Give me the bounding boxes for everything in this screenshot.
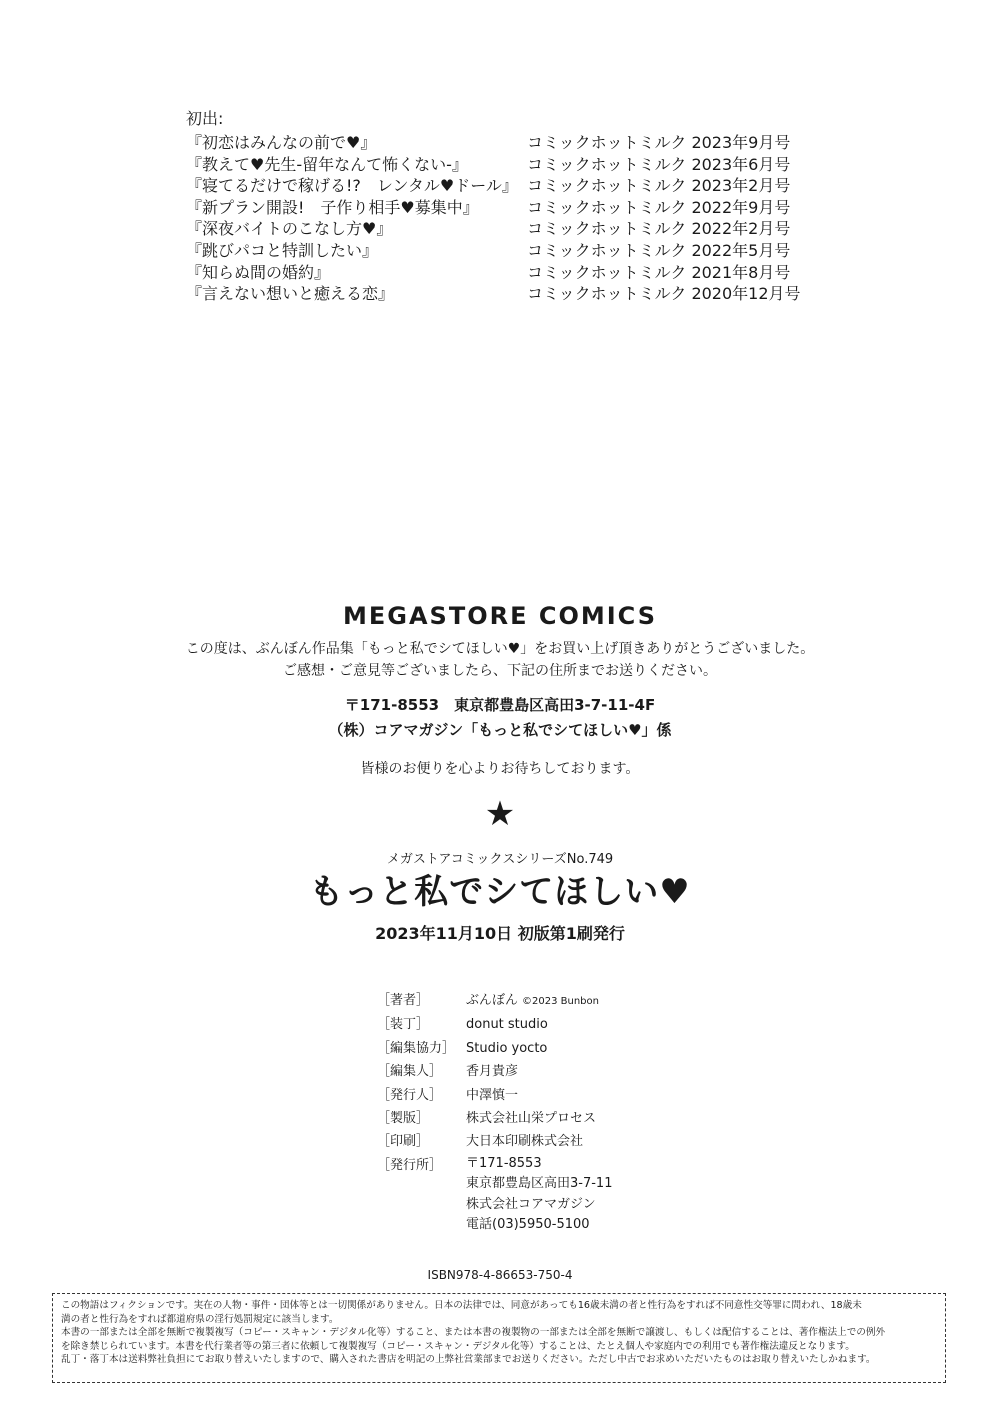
- credit-row: [377, 1107, 612, 1130]
- star-icon: ★: [484, 794, 516, 834]
- first-publication-heading: 初出:: [186, 109, 224, 128]
- magazine-issue: コミックホットミルク 2022年2月号: [527, 219, 791, 239]
- legal-notice-box: [52, 1293, 946, 1383]
- publication-date: 2023年11月10日 初版第1刷発行: [375, 924, 625, 943]
- mail-address: [0, 693, 1000, 743]
- notice-line: を除き禁じられています。本書を代行業者等の第三者に依頼して複製複写（コピー・スキャン・デジタル化等）することは、たとえ個人や家庭内での利用でも著作権法違反となります。: [61, 1340, 855, 1352]
- first-publication-entry: [186, 218, 826, 240]
- story-title: 『教えて♥先生-留年なんて怖くない-』: [186, 154, 468, 174]
- first-publication-entry: [186, 240, 826, 262]
- magazine-issue: コミックホットミルク 2023年2月号: [527, 176, 791, 196]
- magazine-issue: コミックホットミルク 2023年6月号: [527, 154, 791, 174]
- story-title: 『新プラン開設! 子作り相手♥募集中』: [186, 197, 479, 217]
- story-title: 『知らぬ間の婚約』: [186, 262, 331, 282]
- credit-label: ［発行人］: [377, 1087, 443, 1103]
- publisher-phone: 電話(03)5950-5100: [466, 1217, 590, 1233]
- publisher-address: [466, 1154, 612, 1236]
- credit-label: ［著者］: [377, 993, 430, 1008]
- magazine-issue: コミックホットミルク 2022年9月号: [527, 197, 791, 217]
- credit-value: 大日本印刷株式会社: [466, 1134, 584, 1150]
- magazine-issue: コミックホットミルク 2022年5月号: [527, 240, 791, 260]
- credit-label: ［印刷］: [377, 1134, 430, 1150]
- awaiting-message: 皆様のお便りを心よりお待ちしております。: [360, 761, 640, 777]
- notice-line: 本書の一部または全部を無断で複製複写（コピー・スキャン・デジタル化等）すること、または本書の複製物の一部または全部を無断で譲渡し、もしくは配信することは、著作権法上での例外: [61, 1327, 886, 1339]
- notice-line: 満の者と性行為をすれば都道府県の淫行処罰規定に該当します。: [61, 1313, 339, 1325]
- credit-row: [377, 1154, 612, 1236]
- magazine-issue: コミックホットミルク 2021年8月号: [527, 262, 791, 282]
- thanks-message: [0, 638, 1000, 682]
- publisher-street: 東京都豊島区高田3-7-11: [466, 1176, 613, 1192]
- story-title: 『初恋はみんなの前で♥』: [186, 133, 377, 152]
- credit-row: [377, 1060, 612, 1083]
- credit-label: ［編集協力］: [377, 1040, 456, 1056]
- credit-label: ［発行所］: [377, 1157, 443, 1173]
- story-title: 『跳びパコと特訓したい』: [186, 240, 379, 260]
- credit-row: [377, 1013, 612, 1036]
- credit-value: [466, 989, 599, 1013]
- author-name: ぶんぼん: [466, 993, 519, 1008]
- credit-value: donut studio: [466, 1017, 548, 1033]
- magazine-issue: コミックホットミルク 2020年12月号: [527, 284, 801, 304]
- thanks-line: ご感想・ご意見等ございましたら、下記の住所までお送りください。: [283, 663, 717, 679]
- first-publication-entry: [186, 154, 826, 176]
- notice-line: この物語はフィクションです。実在の人物・事件・団体等とは一切関係がありません。日本の法律では、同意があっても16歳未満の者と性行為をすれば不同意性交等罪に問われ、18歳未: [61, 1300, 862, 1311]
- credit-label: ［製版］: [377, 1111, 430, 1127]
- first-publication-entry: [186, 283, 826, 305]
- story-title: 『寝てるだけで稼げる!? レンタル♥ドール』: [186, 176, 518, 196]
- credit-label: ［編集人］: [377, 1064, 443, 1080]
- series-number: メガストアコミックスシリーズNo.749: [386, 852, 614, 867]
- publisher-postal-code: 〒171-8553: [466, 1155, 542, 1171]
- first-publication-list: [186, 108, 826, 305]
- book-title: もっと私でシてほしい♥: [309, 872, 691, 912]
- credits-list: [377, 989, 612, 1236]
- isbn: ISBN978-4-86653-750-4: [427, 1268, 573, 1282]
- first-publication-entry: [186, 132, 826, 154]
- credit-row: [377, 989, 612, 1013]
- credit-value: 香月貴彦: [466, 1064, 519, 1080]
- credit-row: [377, 1084, 612, 1107]
- story-title: 『深夜バイトのこなし方♥』: [186, 219, 393, 239]
- brand-logo: MEGASTORE COMICS: [342, 602, 657, 630]
- recipient: （株）コアマガジン「もっと私でシてほしい♥」係: [328, 721, 672, 739]
- first-publication-entry: [186, 197, 826, 219]
- first-publication-entry: [186, 262, 826, 284]
- credit-value: 中澤慎一: [466, 1087, 519, 1103]
- copyright-notice: ©2023 Bunbon: [522, 996, 599, 1007]
- postal-address: 〒171-8553 東京都豊島区高田3-7-11-4F: [344, 696, 656, 714]
- notice-line: 乱丁・落丁本は送料弊社負担にてお取り替えいたしますので、購入された書店を明記の上弊社営業部までお送りください。ただし中古でお求めいただいたものはお取り替えいたしかねます。: [61, 1354, 876, 1366]
- credit-value: 株式会社山栄プロセス: [466, 1111, 597, 1127]
- credit-value: Studio yocto: [466, 1040, 548, 1056]
- first-publication-entry: [186, 175, 826, 197]
- thanks-line: この度は、ぶんぼん作品集「もっと私でシてほしい♥」をお買い上げ頂きありがとうございました。: [185, 641, 815, 657]
- credit-row: [377, 1130, 612, 1153]
- magazine-issue: コミックホットミルク 2023年9月号: [527, 133, 791, 152]
- credit-row: [377, 1037, 612, 1060]
- credit-label: ［装丁］: [377, 1017, 430, 1033]
- publisher-company: 株式会社コアマガジン: [466, 1196, 596, 1212]
- story-title: 『言えない想いと癒える恋』: [186, 284, 395, 304]
